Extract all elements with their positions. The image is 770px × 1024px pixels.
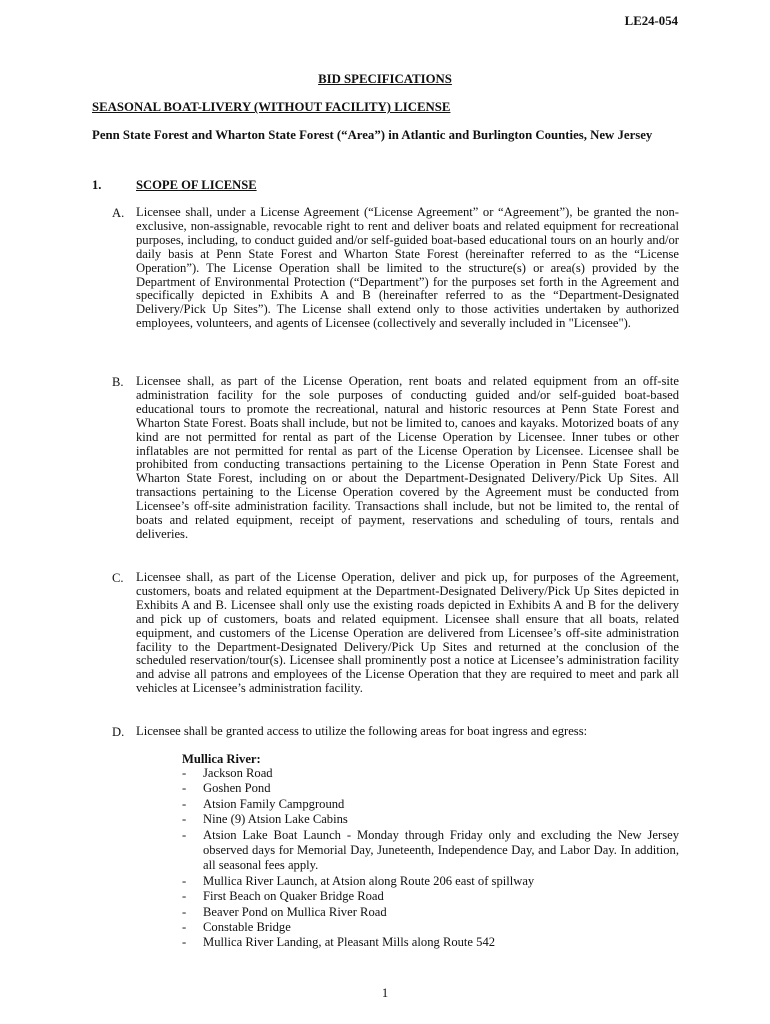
list-dash: - xyxy=(182,873,187,888)
paragraph-text: Licensee shall, under a License Agreement (“License Agreement” or “Agreement”), be granted the non-exclusive, non-assignable, revocable right to rent and deliver boats and related equipment for recreational purposes, including, to conduct guided and/or self-guided boat-based educational tours on an hourly and/or daily basis at Penn State Forest and Wharton State Forest (hereinafter referred to as the “License Operation”). The License Operation shall be limited to the structure(s) or area(s) provided by the Department of Environmental Protection (“Department”) for the purposes set forth in the Agreement and specifically depicted in Exhibits A and B (hereinafter referred to as the “Department-Designated Delivery/Pick Up Sites”). The License shall extend only to those activities undertaken by authorized employees, volunteers, and agents of Licensee (collectively and severally included in "Licensee"). xyxy=(136,205,679,331)
list-item-text: Goshen Pond xyxy=(203,781,271,796)
paragraph-d xyxy=(92,725,679,739)
paragraph-letter: B. xyxy=(112,375,124,389)
paragraph-text: Licensee shall, as part of the License Operation, rent boats and related equipment from an off-site administration facility for the sole purposes of conducting guided and/or self-guided boat-based educational tours to promote the recreational, natural and historic resources at Penn State Forest and Wharton State Forest. Boats shall include, but not be limited to, canoes and kayaks. Motorized boats of any kind are not permitted for rental as part of the License Operation by Licensee. Inner tubes or other inflatables are not permitted for rental as part of the License Operation by Licensee. Licensee shall be prohibited from conducting transactions pertaining to the License Operation in Penn State Forest and Wharton State Forest, including on or about the Department-Designated Delivery/Pick Up Sites. All transactions pertaining to the License Operation covered by the Agreement must be conducted from Licensee’s off-site administration facility. Transactions shall include, but not be limited to, the rental of boats and related equipment, receipt of payment, reservations and scheduling of tours, rentals and deliveries. xyxy=(136,374,679,541)
document-code: LE24-054 xyxy=(624,14,678,28)
river-heading: Mullica River: xyxy=(182,752,261,766)
paragraph-text: Licensee shall be granted access to utilize the following areas for boat ingress and egress: xyxy=(136,724,588,738)
list-item xyxy=(182,889,679,904)
list-item xyxy=(182,766,679,781)
list-dash: - xyxy=(182,796,187,811)
list-dash: - xyxy=(182,920,187,935)
list-item xyxy=(182,920,679,935)
list-item-text: Nine (9) Atsion Lake Cabins xyxy=(203,812,348,827)
list-item-text: Mullica River Landing, at Pleasant Mills along Route 542 xyxy=(203,935,496,950)
paragraph-c xyxy=(92,571,679,696)
paragraph-letter: A. xyxy=(112,206,125,220)
list-dash: - xyxy=(182,812,187,827)
section-title: SCOPE OF LICENSE xyxy=(136,178,257,192)
paragraph-text: Licensee shall, as part of the License Operation, deliver and pick up, for purposes of the Agreement, customers, boats and related equipment at the Department-Designated Delivery/Pick Up Sites depicted in Exhibits A and B. Licensee shall only use the existing roads depicted in Exhibits A and B for the delivery and pick up of customers, boats and related equipment. Licensee shall ensure that all boats, related equipment, and customers of the License Operation are delivered from Licensee’s off-site administration facility to the Department-Designated Delivery/Pick Up Sites and returned at the conclusion of the scheduled reservation/tour(s). Licensee shall prominently post a notice at Licensee’s administration facility and advise all patrons and employees of the License Operation that they are required to meet and park all vehicles at Licensee’s administration facility. xyxy=(136,570,679,696)
section-number: 1. xyxy=(92,178,102,192)
list-item xyxy=(182,828,679,874)
list-item-text: Jackson Road xyxy=(203,766,273,780)
list-item xyxy=(182,874,679,889)
list-item-text: Constable Bridge xyxy=(203,920,291,935)
list-item-text: Atsion Family Campground xyxy=(203,796,345,811)
list-item xyxy=(182,935,679,950)
access-site-list xyxy=(182,766,679,951)
area-description: Penn State Forest and Wharton State Forest (“Area”) in Atlantic and Burlington Counties, New Jersey xyxy=(92,128,653,142)
document-title: BID SPECIFICATIONS xyxy=(318,72,452,86)
list-item-text: First Beach on Quaker Bridge Road xyxy=(203,889,384,904)
page-number: 1 xyxy=(381,986,389,1000)
list-item xyxy=(182,905,679,920)
list-item xyxy=(182,797,679,812)
list-item xyxy=(182,781,679,796)
list-dash: - xyxy=(182,766,187,780)
paragraph-b xyxy=(92,375,679,542)
list-item-text: Atsion Lake Boat Launch - Monday through Friday only and excluding the New Jersey observed days for Memorial Day, Juneteenth, Independence Day, and Labor Day. In addition, all seasonal fees apply. xyxy=(203,827,679,873)
license-title: SEASONAL BOAT-LIVERY (WITHOUT FACILITY) LICENSE xyxy=(92,100,451,114)
paragraph-a xyxy=(92,206,679,331)
list-item-text: Beaver Pond on Mullica River Road xyxy=(203,904,387,919)
list-dash: - xyxy=(182,935,187,950)
list-item xyxy=(182,812,679,827)
list-dash: - xyxy=(182,904,187,919)
list-dash: - xyxy=(182,889,187,904)
list-item-text: Mullica River Launch, at Atsion along Route 206 east of spillway xyxy=(203,873,535,888)
paragraph-letter: D. xyxy=(112,725,125,739)
paragraph-letter: C. xyxy=(112,571,124,585)
list-dash: - xyxy=(182,827,187,842)
list-dash: - xyxy=(182,781,187,796)
